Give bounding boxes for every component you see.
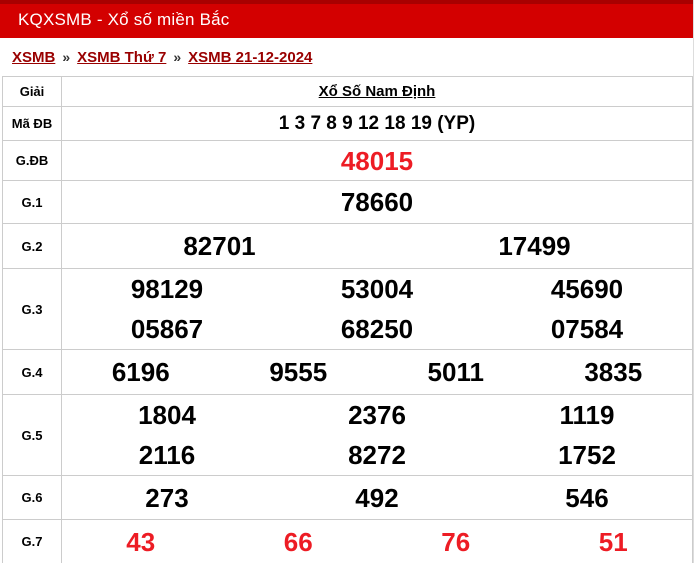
- prize-number: 82701: [183, 231, 256, 261]
- prize-number: 1804: [138, 400, 196, 430]
- prize-number: 48015: [340, 145, 414, 176]
- prize-number: 53004: [340, 274, 414, 304]
- special-code-row: [3, 107, 692, 141]
- prize-row-g2: [3, 224, 692, 269]
- prize-number: 2376: [348, 400, 406, 430]
- prize-number: 98129: [130, 274, 204, 304]
- prize-number: 2116: [138, 440, 196, 470]
- prize-number: 3835: [584, 357, 643, 387]
- prize-label: G.4: [3, 350, 62, 394]
- prize-label: G.ĐB: [3, 141, 62, 180]
- prize-number: 45690: [550, 274, 624, 304]
- prize-number: 5011: [427, 357, 484, 387]
- table-header-row: [3, 77, 692, 107]
- prize-number: 66: [283, 526, 313, 557]
- prize-number: 546: [565, 482, 609, 513]
- prize-number: 68250: [340, 314, 414, 344]
- breadcrumb: [0, 38, 693, 76]
- prize-number: 9555: [269, 357, 328, 387]
- prize-number: 17499: [498, 231, 571, 261]
- breadcrumb-separator: »: [173, 49, 182, 65]
- prize-number: 1119: [559, 400, 615, 430]
- breadcrumb-link-xsmb-thu-7[interactable]: XSMB Thứ 7: [77, 48, 167, 66]
- results-table: [2, 76, 693, 563]
- breadcrumb-separator: »: [62, 49, 71, 65]
- station-link[interactable]: Xổ Số Nam Định: [318, 83, 436, 100]
- prize-row-g1: [3, 181, 692, 224]
- prize-number: 1752: [558, 440, 616, 470]
- prize-label: G.7: [3, 520, 62, 563]
- prize-number: 8272: [348, 440, 406, 470]
- page-title: KQXSMB - Xổ số miền Bắc: [18, 10, 230, 29]
- page-header-bar: [0, 0, 693, 38]
- prize-row-g7: [3, 520, 692, 563]
- prize-number: 76: [441, 526, 471, 557]
- corner-label: Giải: [3, 77, 62, 106]
- prize-number: 05867: [130, 314, 204, 344]
- prize-label: Mã ĐB: [3, 107, 62, 140]
- prize-number: 51: [598, 526, 628, 557]
- prize-label: G.3: [3, 269, 62, 349]
- prize-row-g3: [3, 269, 692, 350]
- prize-row-gdb: [3, 141, 692, 181]
- prize-label: G.2: [3, 224, 62, 268]
- breadcrumb-link-xsmb[interactable]: XSMB: [12, 48, 56, 66]
- prize-label: G.6: [3, 476, 62, 519]
- prize-number: 78660: [340, 187, 414, 217]
- prize-label: G.1: [3, 181, 62, 223]
- prize-row-g4: [3, 350, 692, 395]
- special-code-value: 1 3 7 8 9 12 18 19 (YP): [278, 112, 476, 134]
- prize-label: G.5: [3, 395, 62, 475]
- prize-number: 43: [126, 526, 156, 557]
- prize-number: 6196: [111, 357, 170, 387]
- prize-row-g5: [3, 395, 692, 476]
- prize-number: 07584: [550, 314, 624, 344]
- prize-number: 492: [355, 482, 399, 513]
- breadcrumb-link-xsmb-date[interactable]: XSMB 21-12-2024: [188, 48, 313, 66]
- prize-row-g6: [3, 476, 692, 520]
- prize-number: 273: [145, 482, 189, 513]
